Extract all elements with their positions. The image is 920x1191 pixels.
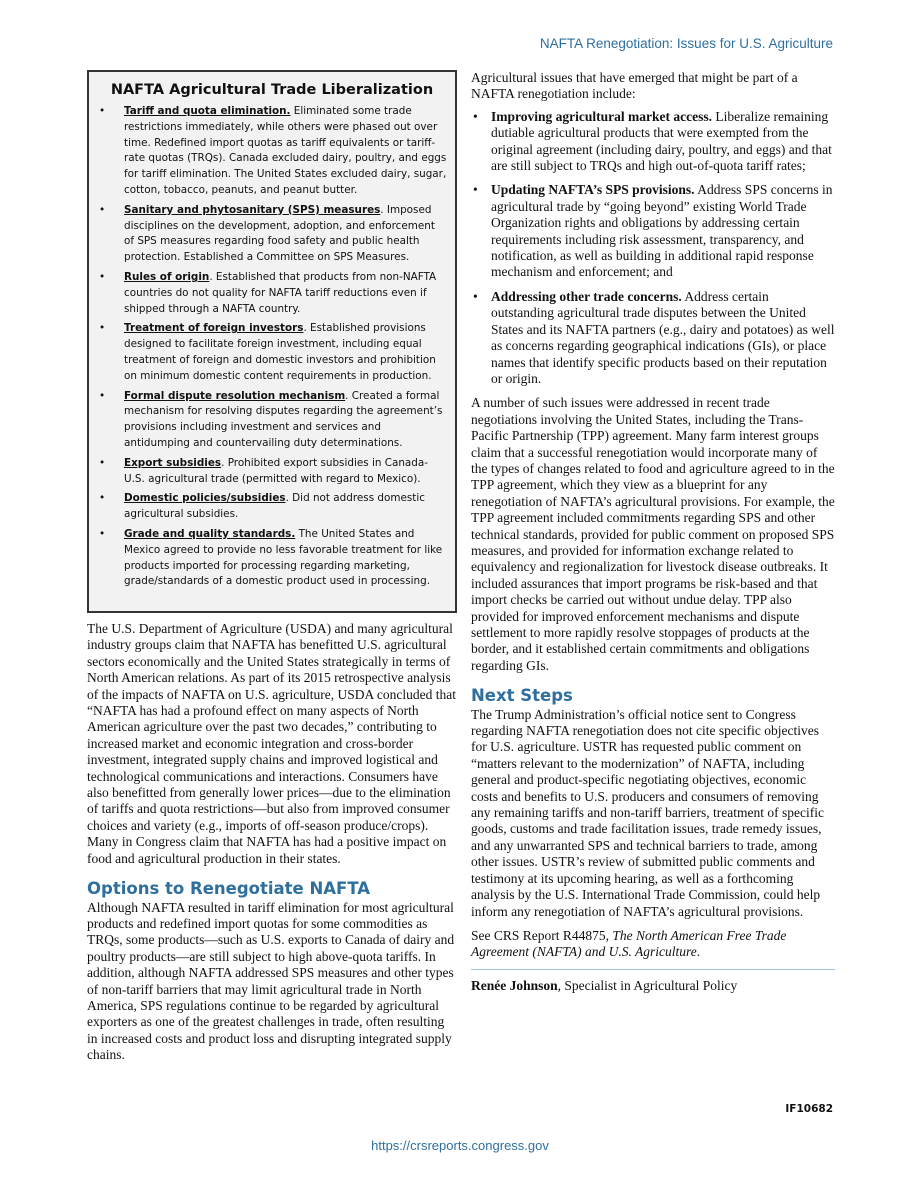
- sidebar-item-text: . Established that products from non-NAFTA countries do not quality for NAFTA tariff reductions even if shipped through a NAFTA country.: [124, 270, 437, 315]
- body-paragraph: The Trump Administration’s official notice sent to Congress regarding NAFTA renegotiation does not cite specific objectives for U.S. agriculture. USTR has requested public comment on “matters relevant to the modernization” of NAFTA, including general and product-specific negotiating objectives, economic costs and benefits to U.S. producers and consumers of removing any remaining tariffs and non-tariff barriers, treatment of specific goods, customs and trade facilitation issues, trade remedy issues, and any unwarranted SPS and technical barriers to trade, among other issues. USTR’s review of submitted public comments and testimony at its upcoming hearing, as well as a forthcoming analysis by the U.S. International Trade Commission, could help inform any renegotiation of NAFTA’s agricultural provisions.: [471, 706, 824, 919]
- see-also-reference: [471, 928, 835, 961]
- sidebar-item-label: Rules of origin: [124, 270, 210, 283]
- bullet-icon: •: [99, 105, 106, 117]
- list-item: [471, 182, 835, 280]
- author-role: , Specialist in Agricultural Policy: [557, 977, 738, 993]
- body-paragraph: The U.S. Department of Agriculture (USDA) and many agricultural industry groups claim that NAFTA has benefitted U.S. agricultural sectors economically and the United States strategically in terms of North American relations. As part of its 2015 retrospective analysis of the impacts of NAFTA on U.S. agriculture, USDA concluded that “NAFTA has had a profound effect on many aspects of North American agriculture over the past two decades,” contributing to increased market and economic integration and cross-border investment, integrated supply chains and improved logistical and technological communications and interactions. Consumers have also benefitted from generally lower prices—due to the elimination of tariffs and quota restrictions—but also from improved consumer choices and variety (e.g., imports of off-season produce/crops). Many in Congress claim that NAFTA has had a positive impact on food and agricultural production in their states.: [87, 621, 456, 866]
- sidebar-item: [97, 104, 447, 199]
- sidebar-item: [97, 389, 447, 452]
- footer-link[interactable]: https://crsreports.congress.gov: [371, 1138, 549, 1153]
- bullet-icon: •: [99, 456, 106, 469]
- bullet-icon: •: [99, 322, 106, 335]
- document-id: IF10682: [785, 1103, 833, 1115]
- sidebar-title: NAFTA Agricultural Trade Liberalization: [110, 82, 434, 98]
- bullet-icon: •: [99, 270, 106, 283]
- see-also-prefix: See CRS Report R44875,: [471, 927, 613, 943]
- sidebar-item: [97, 491, 447, 523]
- sidebar-item-text: . Imposed disciplines on the development, adoption, and enforcement of SPS measures regarding food safety and public health protection. Established a Committee on SPS Measures.: [124, 203, 435, 264]
- section-heading-options: Options to Renegotiate NAFTA: [87, 879, 371, 899]
- sidebar-item-label: Tariff and quota elimination.: [124, 105, 291, 117]
- sidebar-item-text: Eliminated some trade restrictions immediately, while others were phased out over time. Redefined import quotas as tariff equivalents or tariff-rate quotas (TRQs). Canada excluded dairy, poultry, and eggs for tariff elimination. The United States excluded dairy, sugar, cotton, tobacco, peanuts, and peanut butter.: [124, 105, 447, 196]
- right-column: [471, 70, 835, 994]
- sidebar-item-text: . Prohibited export subsidies in Canada-U.S. agricultural trade (permitted with regard to Mexico).: [124, 456, 429, 485]
- sidebar-item-text: . Created a formal mechanism for resolving disputes regarding the agreement’s provisions including investment and services and antidumping and countervailing duty determinations.: [124, 389, 443, 449]
- list-item-text: Address SPS concerns in agricultural trade by “going beyond” existing World Trade Organization rights and obligations by addressing certain requirements including risk assessment, transparency, and notification, as well as building in additional rapid response mechanism and enforcement; and: [491, 182, 833, 280]
- bullet-icon: •: [473, 288, 478, 304]
- sidebar-item-text: The United States and Mexico agreed to provide no less favorable treatment for like products imported for processing regarding marketing, grade/standards of a domestic product used in processing.: [124, 527, 443, 588]
- list-item-label: Improving agricultural market access.: [491, 108, 712, 124]
- sidebar-item: [97, 456, 447, 488]
- list-item-text: Address certain outstanding agricultural trade disputes between the United States and its NAFTA partners (e.g., dairy and potatoes) as well as concerns regarding geographical indications (GIs), or place names that identify specific products based on their reputation or origin.: [491, 288, 835, 386]
- bullet-icon: •: [473, 108, 478, 124]
- sidebar-item: [97, 321, 447, 384]
- report-title: The North American Free Trade Agreement (NAFTA) and U.S. Agriculture: [471, 927, 787, 960]
- issues-list: [471, 109, 835, 388]
- sidebar-item-label: Treatment of foreign investors: [124, 322, 304, 335]
- running-header: NAFTA Renegotiation: Issues for U.S. Agriculture: [539, 36, 833, 51]
- body-paragraph: Agricultural issues that have emerged that might be part of a NAFTA renegotiation include:: [471, 70, 798, 102]
- section-heading-next-steps: Next Steps: [471, 686, 573, 706]
- list-item-label: Updating NAFTA’s SPS provisions.: [491, 182, 695, 198]
- sidebar-item-label: Formal dispute resolution mechanism: [124, 389, 346, 402]
- left-body: [87, 621, 457, 1064]
- sidebar-item-label: Sanitary and phytosanitary (SPS) measures: [124, 203, 381, 216]
- list-item: [471, 109, 835, 175]
- sidebar-item-text: . Did not address domestic agricultural subsidies.: [124, 492, 425, 521]
- bullet-icon: •: [99, 389, 106, 402]
- author-name: Renée Johnson: [471, 977, 558, 993]
- bullet-icon: •: [473, 182, 478, 198]
- bullet-icon: •: [99, 527, 106, 540]
- sidebar-item-label: Domestic policies/subsidies: [124, 492, 286, 505]
- list-item-label: Addressing other trade concerns.: [491, 288, 682, 304]
- list-item-text: Liberalize remaining dutiable agricultural products that were exempted from the original agreement (including dairy, poultry, and eggs) and that are still subject to TRQs and high out-of-quota tariff rates;: [491, 108, 832, 174]
- author-line: [471, 969, 835, 994]
- bullet-icon: •: [99, 203, 106, 216]
- sidebar-box: [87, 70, 457, 613]
- sidebar-item-label: Grade and quality standards.: [124, 527, 296, 540]
- sidebar-item: [97, 527, 447, 590]
- bullet-icon: •: [99, 492, 106, 505]
- sidebar-item: [97, 270, 447, 317]
- list-item: [471, 289, 835, 387]
- left-column: [87, 70, 457, 1072]
- see-also-suffix: .: [696, 944, 701, 960]
- sidebar-item-text: . Established provisions designed to facilitate foreign investment, including equal treatment of foreign and domestic investors and prohibition on minimum domestic content requirements in production.: [124, 322, 436, 382]
- body-paragraph: A number of such issues were addressed in recent trade negotiations involving the United States, including the Trans-Pacific Partnership (TPP) agreement. Many farm interest groups claim that a successful renegotiation would incorporate many of the types of changes related to food and agriculture agreed to in the TPP agreement, which they view as a blueprint for any renegotiation of NAFTA’s agricultural provisions. For example, the TPP agreement included commitments regarding SPS and other technical standards, provided for public comment on proposed SPS measures, and provided for information exchange related to equivalency and regionalization for livestock disease outbreaks. It included assurances that import programs be risk-based and that import checks be carried out without undue delay. TPP also provided for improved enforcement mechanisms and dispute settlement to more rapidly resolve stoppages of products at the border, and it established certain commitments and obligations regarding GIs.: [471, 395, 835, 673]
- sidebar-item: [97, 203, 447, 266]
- sidebar-item-label: Export subsidies: [124, 456, 222, 469]
- body-paragraph: Although NAFTA resulted in tariff elimination for most agricultural products and redefined import quotas for some commodities as TRQs, some products—such as U.S. exports to Canada of dairy and poultry products—are still subject to high above-quota tariffs. In addition, although NAFTA addressed SPS measures and other types of non-tariff barriers that may limit agricultural trade in North America, SPS regulations continue to be regarded by agricultural exporters as one of the greatest challenges in trade, often resulting in increased costs and product loss and disrupting integrated supply chains.: [87, 899, 455, 1063]
